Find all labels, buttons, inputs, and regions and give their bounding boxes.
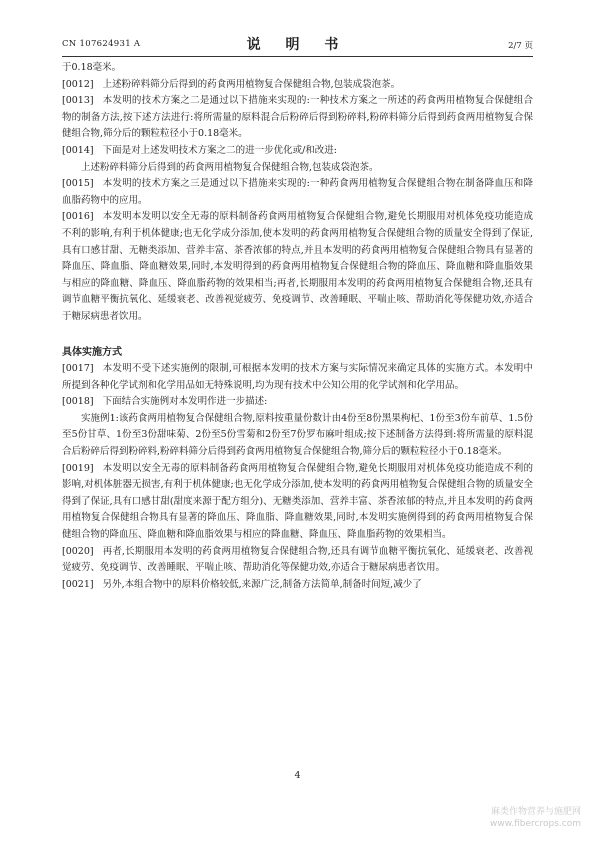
paragraph-number: [0013] xyxy=(62,95,94,107)
paragraph xyxy=(62,209,533,325)
paragraph-text: 本发明以安全无毒的原料制备药食两用植物复合保健组合物,避免长期服用对机体免疫功能造成不利的影响,对机体脏器无损害,有利于机体健康;也无化学成分添加,使本发明的药食两用植物复合保健组合物的质量安全得到了保证,具有口感甘甜(甜度来源于配方组分)、无糖类添加、营养丰富、茶香浓郁的特点,并且本发明的药食两用植物复合保健组合物具有显著的降血压、降血脂、降血糖效果,同时,本发明实施例得到的药食两用植物复合保健组合物的降血压、降血糖和降血脂效果与相应的降血糖、降血压、降血脂药物的效果相当。 xyxy=(62,462,533,541)
paragraph xyxy=(62,461,533,544)
paragraph-number: [0012] xyxy=(62,78,94,90)
paragraph-number: [0020] xyxy=(62,545,94,557)
paragraph-number: [0019] xyxy=(62,462,94,474)
paragraph-text: 本发明的技术方案之二是通过以下措施来实现的:一种技术方案之一所述的药食两用植物复合保健组合物的制备方法,按下述方法进行:将所需量的原料混合后粉碎后得到粉碎料,粉碎料筛分后得到药食两用植物复合保健组合物,筛分后的颗粒粒径小于0.18毫米。 xyxy=(62,95,533,140)
paragraph-text: 上述粉碎料筛分后得到的药食两用植物复合保健组合物,包装成袋泡茶。 xyxy=(81,161,379,173)
header-rule xyxy=(62,56,533,57)
paragraph xyxy=(62,77,533,94)
page-number: 4 xyxy=(294,770,301,781)
paragraph xyxy=(62,93,533,143)
document-body xyxy=(62,60,533,593)
paragraph-text: 下面是对上述发明技术方案之二的进一步优化或/和改进: xyxy=(102,144,337,156)
paragraph-number: [0015] xyxy=(62,178,94,190)
paragraph-text: 再者,长期服用本发明的药食两用植物复合保健组合物,还具有调节血糖平衡抗氧化、延缓衰老、改善视觉疲劳、免疫调节、改善睡眠、平喘止咳、帮助消化等保健功效,亦适合于糖尿病患者饮用。 xyxy=(62,545,533,574)
paragraph xyxy=(62,361,533,394)
paragraph-number: [0017] xyxy=(62,363,94,375)
paragraph-number: [0014] xyxy=(62,144,94,156)
paragraph xyxy=(62,160,533,177)
paragraph-text: 本发明不受下述实施例的限制,可根据本发明的技术方案与实际情况来确定具体的实施方式。本发明中所提到各种化学试剂和化学用品如无特殊说明,均为现有技术中公知公用的化学试剂和化学用品。 xyxy=(62,363,533,391)
watermark-name: 麻类作物营养与施肥网 xyxy=(490,807,581,817)
page-header xyxy=(62,38,533,54)
paragraph-text: 于0.18毫米。 xyxy=(62,62,122,73)
paragraph xyxy=(62,143,533,160)
paragraph xyxy=(62,544,533,577)
paragraph xyxy=(62,411,533,461)
paragraph-number: [0021] xyxy=(62,578,94,590)
paragraph-number: [0018] xyxy=(62,396,94,408)
paragraph xyxy=(62,176,533,209)
paragraph-text: 本发明的技术方案之三是通过以下措施来实现的:一种药食两用植物复合保健组合物在制备降血压和降血脂药物中的应用。 xyxy=(62,178,533,206)
watermark-url: www.fibercrops.com xyxy=(490,819,581,829)
paragraph-text: 上述粉碎料筛分后得到的药食两用植物复合保健组合物,包装成袋泡茶。 xyxy=(102,78,401,90)
paragraph-text: 下面结合实施例对本发明作进一步描述: xyxy=(102,396,268,408)
section-gap xyxy=(62,326,533,345)
section-heading: 具体实施方式 xyxy=(62,346,122,358)
paragraph xyxy=(62,577,533,594)
paragraph-text: 本发明本发明以安全无毒的原料制备药食两用植物复合保健组合物,避免长期服用对机体免疫功能造成不利的影响,有利于机体健康;也无化学成分添加,使本发明的药食两用植物复合保健组合物的质量安全得到了保证,具有口感甘甜、无糖类添加、营养丰富、茶香浓郁的特点,并且本发明的药食两用植物复合保健组合物具有显著的降血压、降血脂、降血糖效果,同时,本发明得到的药食两用植物复合保健组合物的降血压、降血糖和降血脂效果与相应的降血糖、降血压、降血脂药物的效果相当;再者,长期服用本发明的药食两用植物复合保健组合物,还具有调节血糖平衡抗氧化、延缓衰老、改善视觉疲劳、免疫调节、改善睡眠、平喘止咳、帮助消化等保健功效,亦适合于糖尿病患者饮用。 xyxy=(62,211,533,322)
document-title: 说 明 书 xyxy=(246,37,349,53)
paragraph-number: [0016] xyxy=(62,211,94,223)
page-indicator: 2/7 页 xyxy=(508,41,533,51)
paragraph-text: 另外,本组合物中的原料价格较低,来源广泛,制备方法简单,制备时间短,减少了 xyxy=(102,578,422,590)
site-watermark xyxy=(490,806,581,830)
paragraph xyxy=(62,394,533,411)
paragraph-text: 实施例1:该药食两用植物复合保健组合物,原料按重量份数计由4份至8份黑果枸杞、1份至3份车前草、1.5份至5份甘草、1份至3份甜味菊、2份至5份雪菊和2份至7份罗布麻叶组成;按下述制备方法得到:将所需量的原料混合后粉碎后得到粉碎料,粉碎料筛分后得到药食两用植物复合保健组合物,筛分后的颗粒粒径小于0.18毫米。 xyxy=(62,412,533,458)
publication-number: CN 107624931 A xyxy=(62,39,141,49)
paragraph xyxy=(62,60,533,77)
